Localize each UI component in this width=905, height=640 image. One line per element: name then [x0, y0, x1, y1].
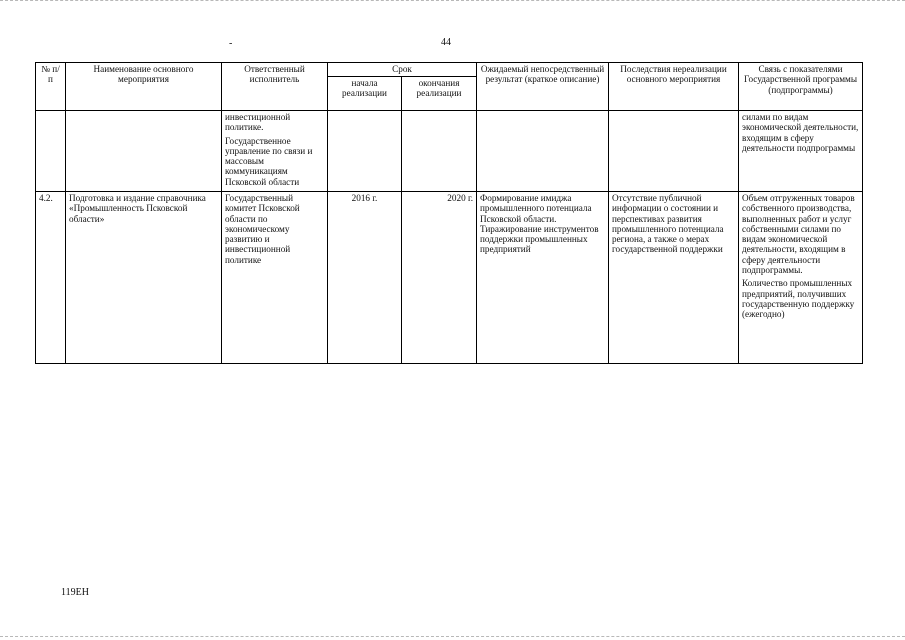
dash-mark: - — [229, 38, 233, 49]
cont-name-cell — [66, 111, 222, 192]
header-expected: Ожидаемый непосредственный результат (краткое описание) — [477, 63, 609, 111]
row-consequences: Отсутствие публичной информации о состоянии и перспективах развития промышленного потенциала региона, а также о мерах государственной поддержки — [609, 192, 739, 364]
cont-consequences-cell — [609, 111, 739, 192]
cont-start-cell — [328, 111, 402, 192]
table-row-continued — [36, 111, 863, 192]
header-term: Срок — [328, 63, 477, 77]
header-link: Связь с показателями Государственной программы (подпрограммы) — [739, 63, 863, 111]
header-row-1 — [36, 63, 863, 77]
footer-code: 119EH — [61, 587, 89, 598]
header-consequences: Последствия нереализации основного мероприятия — [609, 63, 739, 111]
row-link-p2: Количество промышленных предприятий, получивших государственную поддержку (ежегодно) — [742, 278, 855, 320]
row-link-cell — [739, 192, 863, 364]
row-expected: Формирование имиджа промышленного потенциала Псковской области. Тиражирование инструментов поддержки промышленных предприятий — [477, 192, 609, 364]
cont-responsible-cell — [222, 111, 328, 192]
header-start: начала реализации — [328, 77, 402, 111]
header-end: окончания реализации — [402, 77, 477, 111]
cont-num-cell — [36, 111, 66, 192]
row-start: 2016 г. — [328, 192, 402, 364]
header-responsible: Ответственный исполнитель — [222, 63, 328, 111]
row-end: 2020 г. — [402, 192, 477, 364]
cont-responsible-p2: Государственное управление по связи и массовым коммуникациям Псковской области — [225, 135, 313, 187]
table-row-4-2 — [36, 192, 863, 364]
header-num: № п/п — [36, 63, 66, 111]
cont-responsible-p1: инвестиционной политике. — [225, 112, 291, 133]
scan-top-edge — [0, 0, 905, 1]
cont-end-cell — [402, 111, 477, 192]
scan-bottom-edge — [0, 636, 905, 637]
row-responsible: Государственный комитет Псковской области по экономическому развитию и инвестиционной политике — [222, 192, 328, 364]
page-number: 44 — [441, 37, 451, 48]
row-name: Подготовка и издание справочника «Промышленность Псковской области» — [66, 192, 222, 364]
cont-expected-cell — [477, 111, 609, 192]
cont-link-cell: силами по видам экономической деятельности, входящим в сферу деятельности подпрограммы — [739, 111, 863, 192]
row-num: 4.2. — [36, 192, 66, 364]
row-link-p1: Объем отгруженных товаров собственного производства, выполненных работ и услуг собственными силами по видам экономической деятельности, входящим в сферу деятельности подпрограммы. — [742, 193, 855, 276]
activities-table — [35, 62, 863, 364]
header-name: Наименование основного мероприятия — [66, 63, 222, 111]
